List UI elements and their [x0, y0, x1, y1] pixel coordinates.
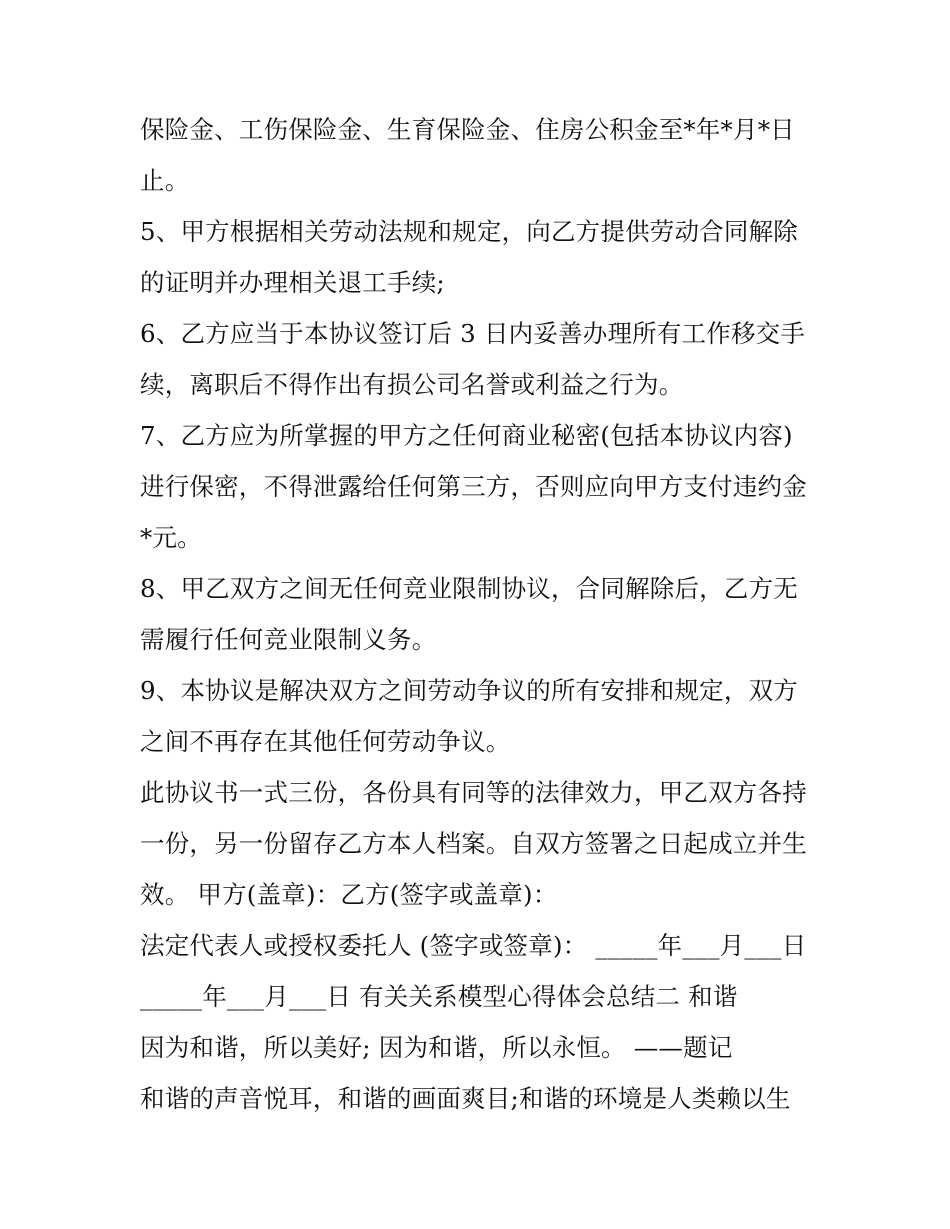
text-line: 进行保密，不得泄露给任何第三方，否则应向甲方支付违约金 — [140, 472, 807, 501]
text-line: 续，离职后不得作出有损公司名誉或利益之行为。 — [140, 370, 684, 399]
text-line: _____年___月___日 有关关系模型心得体会总结二 和谐 — [140, 982, 738, 1011]
text-line: 7、乙方应为所掌握的甲方之任何商业秘密(包括本协议内容) — [140, 421, 793, 450]
text-line: 止。 — [140, 166, 190, 195]
text-line: 6、乙方应当于本协议签订后 3 日内妥善办理所有工作移交手 — [140, 319, 806, 348]
text-line: 保险金、工伤保险金、生育保险金、住房公积金至*年*月*日 — [140, 115, 795, 144]
text-line: 之间不再存在其他任何劳动争议。 — [140, 727, 511, 756]
document-body — [140, 104, 840, 1124]
text-line: 8、甲乙双方之间无任何竞业限制协议，合同解除后，乙方无 — [140, 574, 798, 603]
text-line: 和谐的声音悦耳，和谐的画面爽目;和谐的环境是人类赖以生 — [140, 1084, 791, 1113]
text-line: 需履行任何竞业限制义务。 — [140, 625, 437, 654]
text-line: 9、本协议是解决双方之间劳动争议的所有安排和规定，双方 — [140, 676, 798, 705]
text-line: 效。 甲方(盖章)：乙方(签字或盖章)： — [140, 880, 558, 909]
text-line: 一份，另一份留存乙方本人档案。自双方签署之日起成立并生 — [140, 829, 807, 858]
text-line: 法定代表人或授权委托人 (签字或签章)： _____年___月___日 — [140, 931, 807, 960]
text-line: 的证明并办理相关退工手续; — [140, 268, 445, 297]
text-line: 因为和谐，所以美好; 因为和谐，所以永恒。 ——题记 — [140, 1033, 733, 1062]
text-line: *元。 — [140, 523, 202, 552]
text-line: 此协议书一式三份，各份具有同等的法律效力，甲乙双方各持 — [140, 778, 807, 807]
text-line: 5、甲方根据相关劳动法规和规定，向乙方提供劳动合同解除 — [140, 217, 798, 246]
